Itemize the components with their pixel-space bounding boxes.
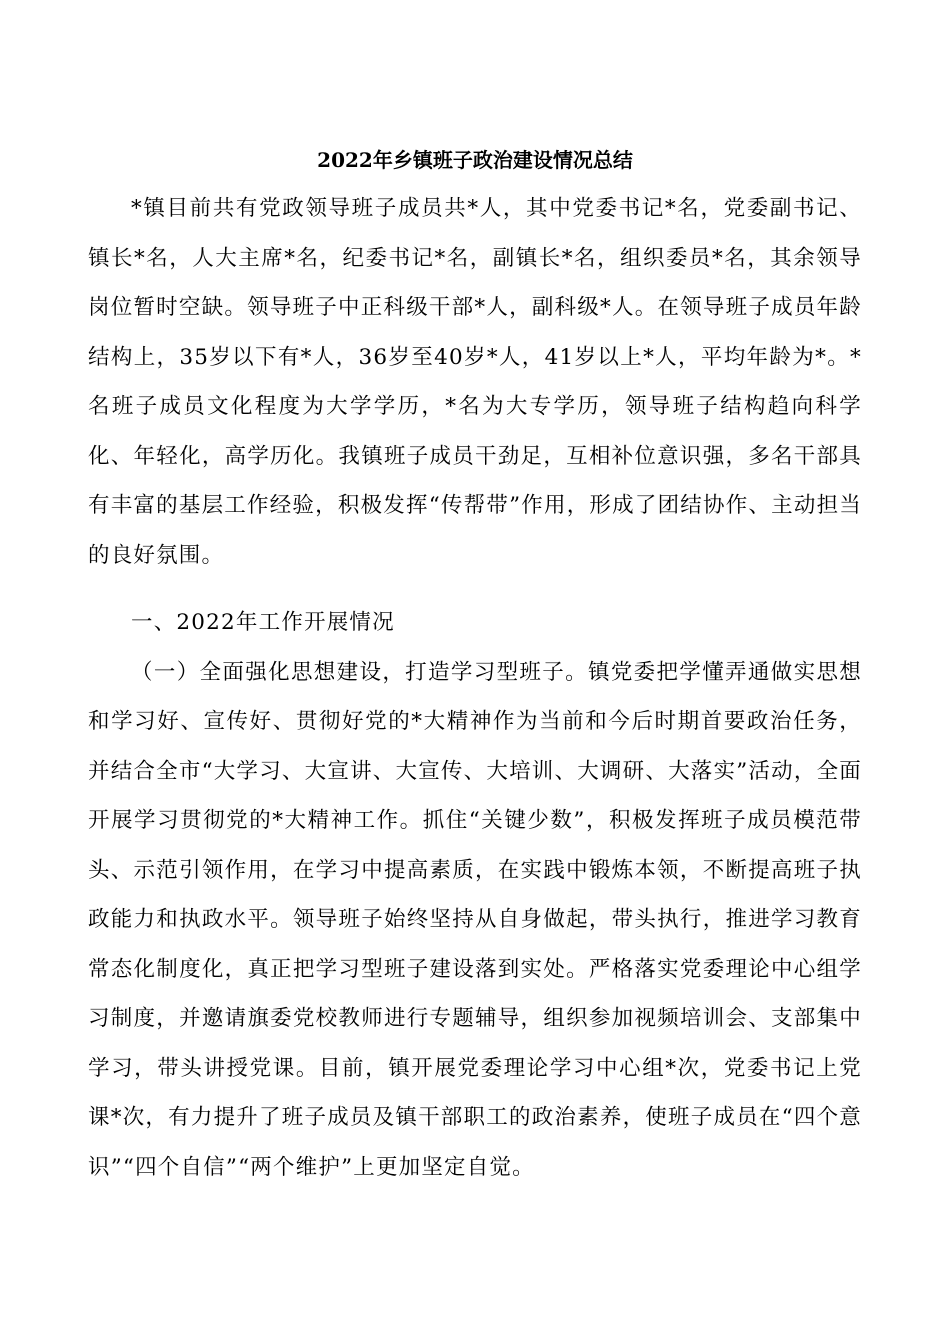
paragraph-overview: *镇目前共有党政领导班子成员共*人，其中党委书记*名，党委副书记、镇长*名，人大主席*名，纪委书记*名，副镇长*名，组织委员*名，其余领导岗位暂时空缺。领导班子中正科级干部*人，副科级*人。在领导班子成员年龄结构上，35岁以下有*人，36岁至40岁*人，41岁以上*人，平均年龄为*。*名班子成员文化程度为大学学历，*名为大专学历，领导班子结构趋向科学化、年轻化，高学历化。我镇班子成员干劲足，互相补位意识强，多名干部具有丰富的基层工作经验，积极发挥“传帮带”作用，形成了团结协作、主动担当的良好氛围。 bbox=[88, 196, 862, 568]
section-heading: 一、2022年工作开展情况 bbox=[131, 610, 395, 635]
document-title: 2022年乡镇班子政治建设情况总结 bbox=[317, 148, 633, 172]
paragraph-section-1: （一）全面强化思想建设，打造学习型班子。镇党委把学懂弄通做实思想和学习好、宣传好、贯彻好党的*大精神作为当前和今后时期首要政治任务，并结合全市“大学习、大宣讲、大宣传、大培训、大调研、大落实”活动，全面开展学习贯彻党的*大精神工作。抓住“关键少数”，积极发挥班子成员模范带头、示范引领作用，在学习中提高素质，在实践中锻炼本领，不断提高班子执政能力和执政水平。领导班子始终坚持从自身做起，带头执行，推进学习教育常态化制度化，真正把学习型班子建设落到实处。严格落实党委理论中心组学习制度，并邀请旗委党校教师进行专题辅导，组织参加视频培训会、支部集中学习，带头讲授党课。目前，镇开展党委理论学习中心组*次，党委书记上党课*次，有力提升了班子成员及镇干部职工的政治素养，使班子成员在“四个意识”“四个自信”“两个维护”上更加坚定自觉。 bbox=[88, 659, 862, 1180]
